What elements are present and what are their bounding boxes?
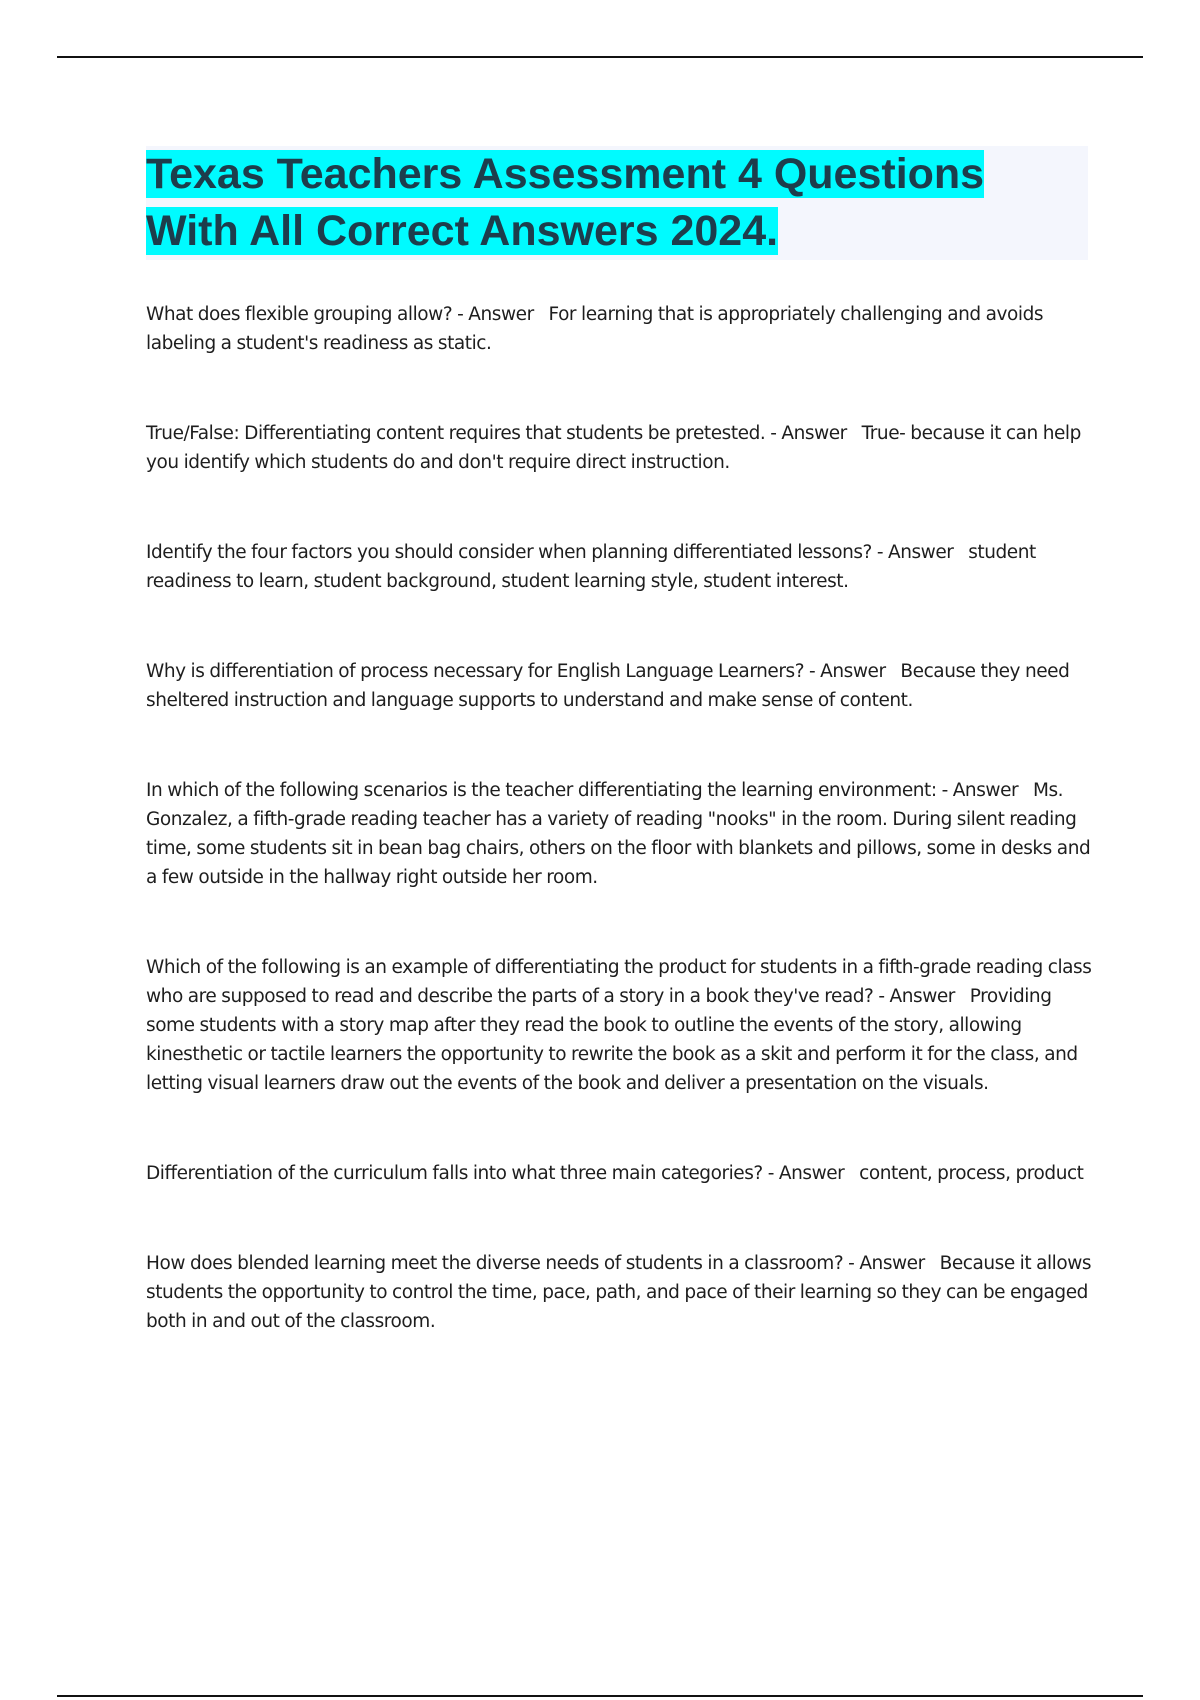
answer-separator: - Answer (843, 1253, 940, 1274)
answer-text: Because they need sheltered instruction and language supports to understand and make sense of content. (146, 661, 1070, 711)
qa-item (146, 776, 1096, 892)
answer-separator: - Answer (765, 423, 862, 444)
question-text: True/False: Differentiating content requires that students be pretested. (146, 423, 766, 444)
question-text: What does flexible grouping allow? (146, 304, 453, 325)
answer-separator: - Answer (762, 1163, 860, 1184)
answer-text: content, process, product (859, 1163, 1084, 1184)
qa-item (146, 419, 1096, 477)
answer-text: Because it allows students the opportunity to control the time, pace, path, and pace of their learning so they can be engaged both in and out of the classroom. (146, 1253, 1092, 1332)
qa-item (146, 538, 1096, 596)
question-text: Identify the four factors you should consider when planning differentiated lessons? (146, 542, 872, 563)
top-rule (57, 56, 1143, 58)
answer-text: student readiness to learn, student background, student learning style, student interest. (146, 542, 1036, 592)
document-title-text: Texas Teachers Assessment 4 Questions With All Correct Answers 2024. (146, 150, 985, 255)
qa-list (146, 300, 1096, 1336)
question-text: In which of the following scenarios is the teacher differentiating the learning environment: (146, 780, 937, 801)
question-text: Which of the following is an example of differentiating the product for students in a fifth-grade reading class who are supposed to read and describe the parts of a story in a book they've read? (146, 957, 1092, 1007)
answer-separator: - Answer (452, 304, 549, 325)
document-title (146, 146, 1088, 260)
qa-item (146, 300, 1096, 358)
answer-separator: - Answer (804, 661, 901, 682)
answer-separator: - Answer (871, 542, 969, 563)
answer-text: Providing some students with a story map after they read the book to outline the events of the story, allowing kinesthetic or tactile learners the opportunity to rewrite the book as a skit and perform it for the class, and letting visual learners draw out the events of the book and deliver a presentation on the visuals. (146, 986, 1078, 1094)
answer-separator: - Answer (873, 986, 970, 1007)
answer-text: For learning that is appropriately challenging and avoids labeling a student's readiness as static. (146, 304, 1044, 354)
answer-separator: - Answer (936, 780, 1033, 801)
qa-item (146, 953, 1096, 1098)
question-text: Differentiation of the curriculum falls into what three main categories? (146, 1163, 763, 1184)
title-block (146, 146, 1088, 260)
answer-text: Ms. Gonzalez, a fifth-grade reading teacher has a variety of reading "nooks" in the room. During silent reading time, some students sit in bean bag chairs, others on the floor with blankets and pillows, some in desks and a few outside in the hallway right outside her room. (146, 780, 1091, 888)
qa-item (146, 1249, 1096, 1336)
qa-item (146, 657, 1096, 715)
question-text: How does blended learning meet the diverse needs of students in a classroom? (146, 1253, 844, 1274)
qa-item (146, 1159, 1096, 1188)
question-text: Why is differentiation of process necessary for English Language Learners? (146, 661, 805, 682)
bottom-rule (57, 1695, 1143, 1697)
answer-text: True- because it can help you identify which students do and don't require direct instruction. (146, 423, 1081, 473)
